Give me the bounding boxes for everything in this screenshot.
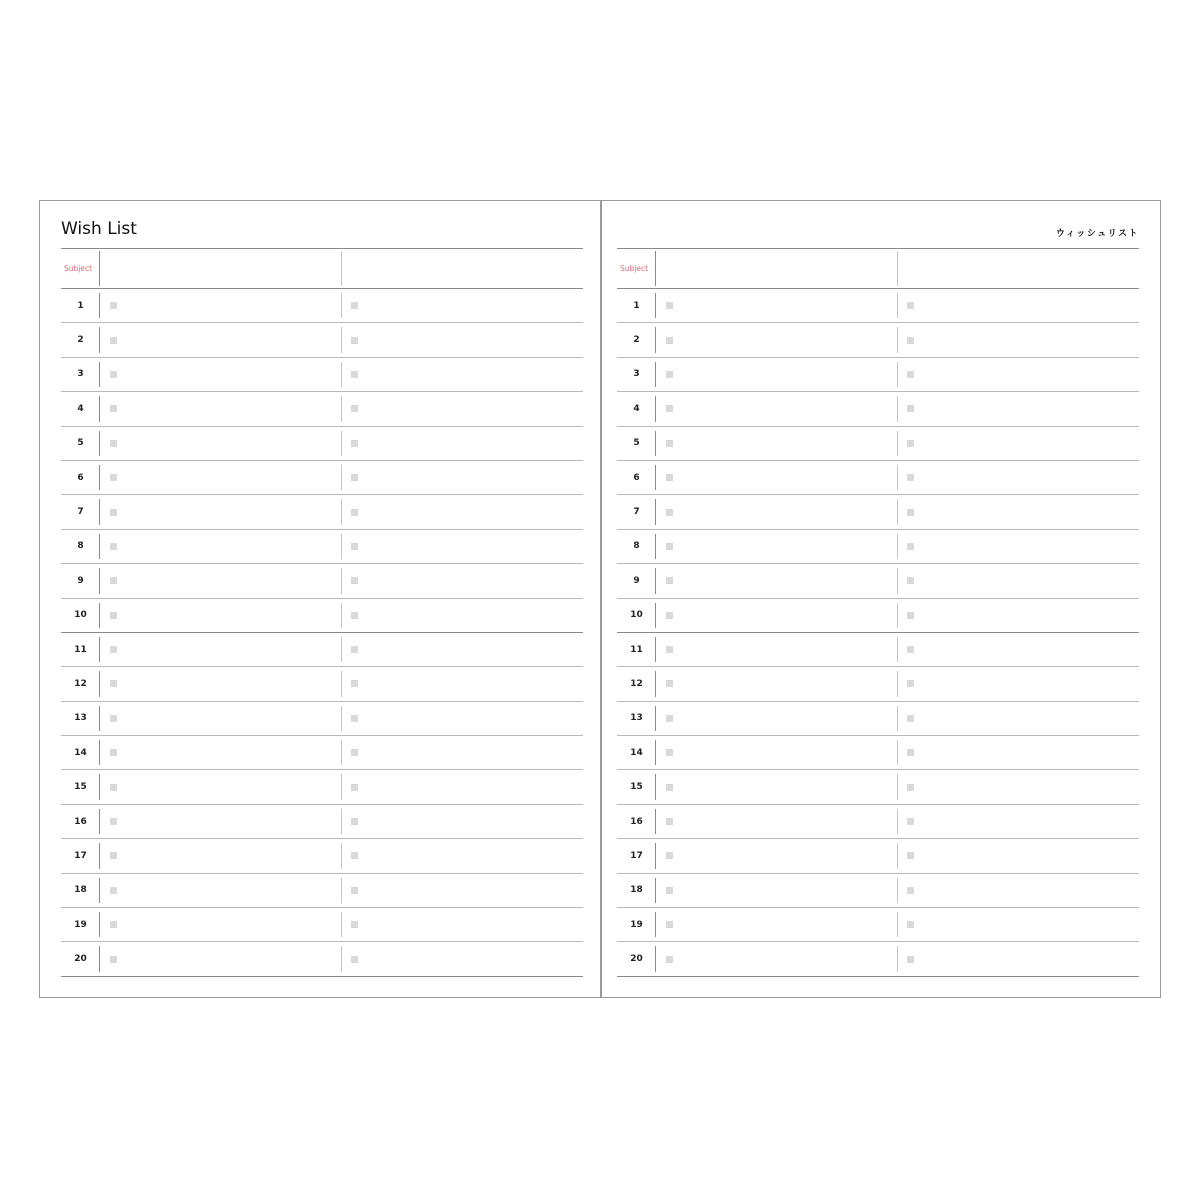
item-field-1[interactable] [656, 805, 897, 838]
square-checkbox-icon[interactable] [907, 612, 914, 619]
item-field-1[interactable] [656, 358, 897, 391]
square-checkbox-icon[interactable] [110, 818, 117, 825]
list-item [61, 702, 583, 736]
page-title: Wish List [61, 219, 137, 239]
item-field-1[interactable] [656, 427, 897, 460]
notebook-spread [39, 200, 1161, 998]
item-field-1[interactable] [656, 702, 897, 735]
subject-label: Subject [61, 249, 100, 288]
row-number: 14 [61, 736, 100, 769]
square-checkbox-icon[interactable] [351, 956, 358, 963]
square-checkbox-icon[interactable] [666, 715, 673, 722]
square-checkbox-icon[interactable] [351, 337, 358, 344]
item-field-2[interactable] [341, 358, 582, 391]
subject-label: Subject [617, 249, 656, 288]
item-field-2[interactable] [341, 530, 582, 563]
square-checkbox-icon[interactable] [907, 749, 914, 756]
item-field-1[interactable] [100, 461, 341, 494]
row-number: 8 [61, 530, 100, 563]
item-field-1[interactable] [100, 770, 341, 803]
row-number: 5 [617, 427, 656, 460]
row-number: 18 [617, 874, 656, 907]
item-field-1[interactable] [656, 495, 897, 528]
item-field-1[interactable] [100, 942, 341, 975]
list-item [617, 736, 1139, 770]
square-checkbox-icon[interactable] [666, 852, 673, 859]
item-field-2[interactable] [897, 702, 1138, 735]
row-number: 1 [61, 289, 100, 322]
item-field-1[interactable] [656, 839, 897, 872]
square-checkbox-icon[interactable] [907, 577, 914, 584]
square-checkbox-icon[interactable] [907, 680, 914, 687]
square-checkbox-icon[interactable] [351, 302, 358, 309]
square-checkbox-icon[interactable] [110, 680, 117, 687]
row-number: 20 [61, 942, 100, 975]
item-field-2[interactable] [897, 427, 1138, 460]
list-item [617, 702, 1139, 736]
square-checkbox-icon[interactable] [907, 405, 914, 412]
row-number: 4 [617, 392, 656, 425]
row-number: 9 [61, 564, 100, 597]
row-number: 3 [617, 358, 656, 391]
list-item [617, 908, 1139, 942]
square-checkbox-icon[interactable] [907, 371, 914, 378]
square-checkbox-icon[interactable] [907, 337, 914, 344]
row-number: 8 [617, 530, 656, 563]
square-checkbox-icon[interactable] [351, 852, 358, 859]
subject-field-1[interactable] [100, 249, 341, 288]
item-field-2[interactable] [897, 942, 1138, 975]
item-field-2[interactable] [341, 495, 582, 528]
item-field-2[interactable] [897, 874, 1138, 907]
item-field-1[interactable] [100, 289, 341, 322]
square-checkbox-icon[interactable] [351, 440, 358, 447]
square-checkbox-icon[interactable] [110, 543, 117, 550]
item-field-1[interactable] [656, 392, 897, 425]
item-field-2[interactable] [897, 908, 1138, 941]
wish-list-table [617, 248, 1139, 977]
square-checkbox-icon[interactable] [110, 440, 117, 447]
item-field-2[interactable] [897, 530, 1138, 563]
item-field-1[interactable] [656, 736, 897, 769]
item-field-2[interactable] [341, 839, 582, 872]
item-field-2[interactable] [341, 805, 582, 838]
item-field-2[interactable] [341, 874, 582, 907]
square-checkbox-icon[interactable] [351, 509, 358, 516]
list-item [61, 392, 583, 426]
square-checkbox-icon[interactable] [907, 646, 914, 653]
row-number: 6 [617, 461, 656, 494]
list-item [61, 427, 583, 461]
left-page [61, 201, 583, 997]
row-number: 19 [61, 908, 100, 941]
item-rows [617, 289, 1139, 977]
square-checkbox-icon[interactable] [666, 818, 673, 825]
row-number: 11 [617, 633, 656, 666]
row-number: 6 [61, 461, 100, 494]
item-field-2[interactable] [341, 908, 582, 941]
list-item [61, 564, 583, 598]
item-field-2[interactable] [897, 564, 1138, 597]
item-field-2[interactable] [897, 599, 1138, 632]
subject-field-2[interactable] [341, 249, 582, 288]
list-item [61, 770, 583, 804]
square-checkbox-icon[interactable] [110, 852, 117, 859]
row-number: 14 [617, 736, 656, 769]
list-item [617, 358, 1139, 392]
row-number: 1 [617, 289, 656, 322]
item-field-1[interactable] [656, 908, 897, 941]
item-field-1[interactable] [100, 564, 341, 597]
list-item [617, 564, 1139, 598]
item-field-2[interactable] [897, 392, 1138, 425]
list-item [61, 667, 583, 701]
row-number: 17 [617, 839, 656, 872]
item-field-2[interactable] [897, 805, 1138, 838]
item-field-2[interactable] [341, 942, 582, 975]
row-number: 18 [61, 874, 100, 907]
list-item [61, 323, 583, 357]
item-field-1[interactable] [100, 908, 341, 941]
item-field-2[interactable] [341, 633, 582, 666]
list-item [617, 667, 1139, 701]
square-checkbox-icon[interactable] [666, 371, 673, 378]
row-number: 19 [617, 908, 656, 941]
item-field-2[interactable] [897, 323, 1138, 356]
list-item [617, 942, 1139, 976]
square-checkbox-icon[interactable] [666, 337, 673, 344]
item-field-2[interactable] [341, 736, 582, 769]
list-item [61, 358, 583, 392]
square-checkbox-icon[interactable] [666, 784, 673, 791]
row-number: 15 [61, 770, 100, 803]
square-checkbox-icon[interactable] [907, 440, 914, 447]
row-number: 7 [617, 495, 656, 528]
square-checkbox-icon[interactable] [110, 784, 117, 791]
row-number: 15 [617, 770, 656, 803]
item-field-1[interactable] [656, 599, 897, 632]
item-field-2[interactable] [897, 633, 1138, 666]
item-field-1[interactable] [656, 530, 897, 563]
list-item [61, 942, 583, 976]
square-checkbox-icon[interactable] [110, 715, 117, 722]
square-checkbox-icon[interactable] [351, 715, 358, 722]
square-checkbox-icon[interactable] [351, 784, 358, 791]
subject-row [617, 249, 1139, 289]
row-number: 10 [617, 599, 656, 632]
square-checkbox-icon[interactable] [666, 474, 673, 481]
item-field-2[interactable] [897, 495, 1138, 528]
item-field-1[interactable] [100, 839, 341, 872]
list-item [617, 633, 1139, 667]
square-checkbox-icon[interactable] [110, 956, 117, 963]
square-checkbox-icon[interactable] [907, 715, 914, 722]
item-field-2[interactable] [341, 564, 582, 597]
item-field-2[interactable] [341, 702, 582, 735]
row-number: 2 [61, 323, 100, 356]
row-number: 20 [617, 942, 656, 975]
item-field-1[interactable] [656, 874, 897, 907]
square-checkbox-icon[interactable] [666, 302, 673, 309]
subject-field-1[interactable] [656, 249, 897, 288]
list-item [61, 495, 583, 529]
list-item [617, 874, 1139, 908]
subject-field-2[interactable] [897, 249, 1138, 288]
item-field-1[interactable] [656, 667, 897, 700]
list-item [617, 289, 1139, 323]
square-checkbox-icon[interactable] [907, 956, 914, 963]
row-number: 12 [617, 667, 656, 700]
square-checkbox-icon[interactable] [110, 646, 117, 653]
square-checkbox-icon[interactable] [907, 818, 914, 825]
item-field-2[interactable] [341, 667, 582, 700]
item-field-2[interactable] [341, 392, 582, 425]
row-number: 4 [61, 392, 100, 425]
square-checkbox-icon[interactable] [666, 577, 673, 584]
square-checkbox-icon[interactable] [666, 921, 673, 928]
item-field-1[interactable] [100, 427, 341, 460]
row-number: 13 [617, 702, 656, 735]
square-checkbox-icon[interactable] [907, 302, 914, 309]
square-checkbox-icon[interactable] [351, 749, 358, 756]
list-item [61, 599, 583, 633]
item-field-1[interactable] [100, 323, 341, 356]
square-checkbox-icon[interactable] [907, 509, 914, 516]
item-field-1[interactable] [100, 736, 341, 769]
list-item [617, 770, 1139, 804]
row-number: 9 [617, 564, 656, 597]
page-gutter [600, 201, 602, 997]
square-checkbox-icon[interactable] [351, 818, 358, 825]
row-number: 2 [617, 323, 656, 356]
list-item [61, 530, 583, 564]
item-field-1[interactable] [656, 323, 897, 356]
row-number: 5 [61, 427, 100, 460]
row-number: 16 [617, 805, 656, 838]
square-checkbox-icon[interactable] [666, 405, 673, 412]
item-field-1[interactable] [100, 805, 341, 838]
item-field-2[interactable] [897, 770, 1138, 803]
item-field-2[interactable] [341, 461, 582, 494]
item-field-2[interactable] [897, 461, 1138, 494]
item-field-1[interactable] [656, 289, 897, 322]
list-item [61, 908, 583, 942]
item-field-2[interactable] [897, 839, 1138, 872]
square-checkbox-icon[interactable] [110, 371, 117, 378]
item-field-1[interactable] [656, 942, 897, 975]
list-item [617, 495, 1139, 529]
row-number: 12 [61, 667, 100, 700]
square-checkbox-icon[interactable] [110, 921, 117, 928]
square-checkbox-icon[interactable] [666, 509, 673, 516]
square-checkbox-icon[interactable] [666, 887, 673, 894]
item-field-2[interactable] [341, 770, 582, 803]
page-title-japanese: ウィッシュリスト [1055, 229, 1139, 239]
row-number: 3 [61, 358, 100, 391]
item-field-1[interactable] [100, 358, 341, 391]
item-field-2[interactable] [897, 289, 1138, 322]
row-number: 13 [61, 702, 100, 735]
square-checkbox-icon[interactable] [351, 405, 358, 412]
square-checkbox-icon[interactable] [351, 921, 358, 928]
item-field-2[interactable] [341, 289, 582, 322]
square-checkbox-icon[interactable] [110, 749, 117, 756]
square-checkbox-icon[interactable] [351, 577, 358, 584]
item-field-1[interactable] [656, 461, 897, 494]
subject-row [61, 249, 583, 289]
square-checkbox-icon[interactable] [666, 543, 673, 550]
item-field-1[interactable] [100, 530, 341, 563]
square-checkbox-icon[interactable] [351, 646, 358, 653]
item-field-2[interactable] [341, 323, 582, 356]
square-checkbox-icon[interactable] [351, 887, 358, 894]
square-checkbox-icon[interactable] [666, 612, 673, 619]
square-checkbox-icon[interactable] [110, 405, 117, 412]
square-checkbox-icon[interactable] [666, 646, 673, 653]
list-item [61, 805, 583, 839]
item-field-2[interactable] [897, 736, 1138, 769]
item-field-2[interactable] [897, 358, 1138, 391]
square-checkbox-icon[interactable] [351, 680, 358, 687]
square-checkbox-icon[interactable] [907, 887, 914, 894]
list-item [617, 599, 1139, 633]
list-item [617, 805, 1139, 839]
list-item [61, 874, 583, 908]
item-field-1[interactable] [100, 495, 341, 528]
square-checkbox-icon[interactable] [907, 852, 914, 859]
list-item [61, 736, 583, 770]
item-field-1[interactable] [100, 392, 341, 425]
list-item [617, 839, 1139, 873]
item-field-1[interactable] [100, 599, 341, 632]
row-number: 17 [61, 839, 100, 872]
square-checkbox-icon[interactable] [351, 474, 358, 481]
item-field-1[interactable] [656, 633, 897, 666]
list-item [61, 633, 583, 667]
item-rows [61, 289, 583, 977]
item-field-1[interactable] [100, 702, 341, 735]
list-item [617, 461, 1139, 495]
list-item [61, 839, 583, 873]
square-checkbox-icon[interactable] [907, 921, 914, 928]
item-field-2[interactable] [897, 667, 1138, 700]
square-checkbox-icon[interactable] [110, 509, 117, 516]
square-checkbox-icon[interactable] [907, 474, 914, 481]
list-item [61, 289, 583, 323]
item-field-1[interactable] [100, 874, 341, 907]
row-number: 16 [61, 805, 100, 838]
row-number: 10 [61, 599, 100, 632]
right-page [617, 201, 1139, 997]
item-field-2[interactable] [341, 427, 582, 460]
square-checkbox-icon[interactable] [907, 543, 914, 550]
list-item [617, 323, 1139, 357]
wish-list-table [61, 248, 583, 977]
row-number: 7 [61, 495, 100, 528]
square-checkbox-icon[interactable] [110, 887, 117, 894]
square-checkbox-icon[interactable] [110, 302, 117, 309]
square-checkbox-icon[interactable] [666, 440, 673, 447]
square-checkbox-icon[interactable] [666, 956, 673, 963]
list-item [61, 461, 583, 495]
square-checkbox-icon[interactable] [666, 749, 673, 756]
square-checkbox-icon[interactable] [110, 612, 117, 619]
square-checkbox-icon[interactable] [351, 543, 358, 550]
square-checkbox-icon[interactable] [666, 680, 673, 687]
item-field-1[interactable] [656, 564, 897, 597]
item-field-1[interactable] [100, 633, 341, 666]
row-number: 11 [61, 633, 100, 666]
list-item [617, 427, 1139, 461]
square-checkbox-icon[interactable] [351, 371, 358, 378]
item-field-2[interactable] [341, 599, 582, 632]
square-checkbox-icon[interactable] [351, 612, 358, 619]
square-checkbox-icon[interactable] [110, 337, 117, 344]
square-checkbox-icon[interactable] [907, 784, 914, 791]
list-item [617, 530, 1139, 564]
square-checkbox-icon[interactable] [110, 474, 117, 481]
item-field-1[interactable] [656, 770, 897, 803]
square-checkbox-icon[interactable] [110, 577, 117, 584]
item-field-1[interactable] [100, 667, 341, 700]
list-item [617, 392, 1139, 426]
